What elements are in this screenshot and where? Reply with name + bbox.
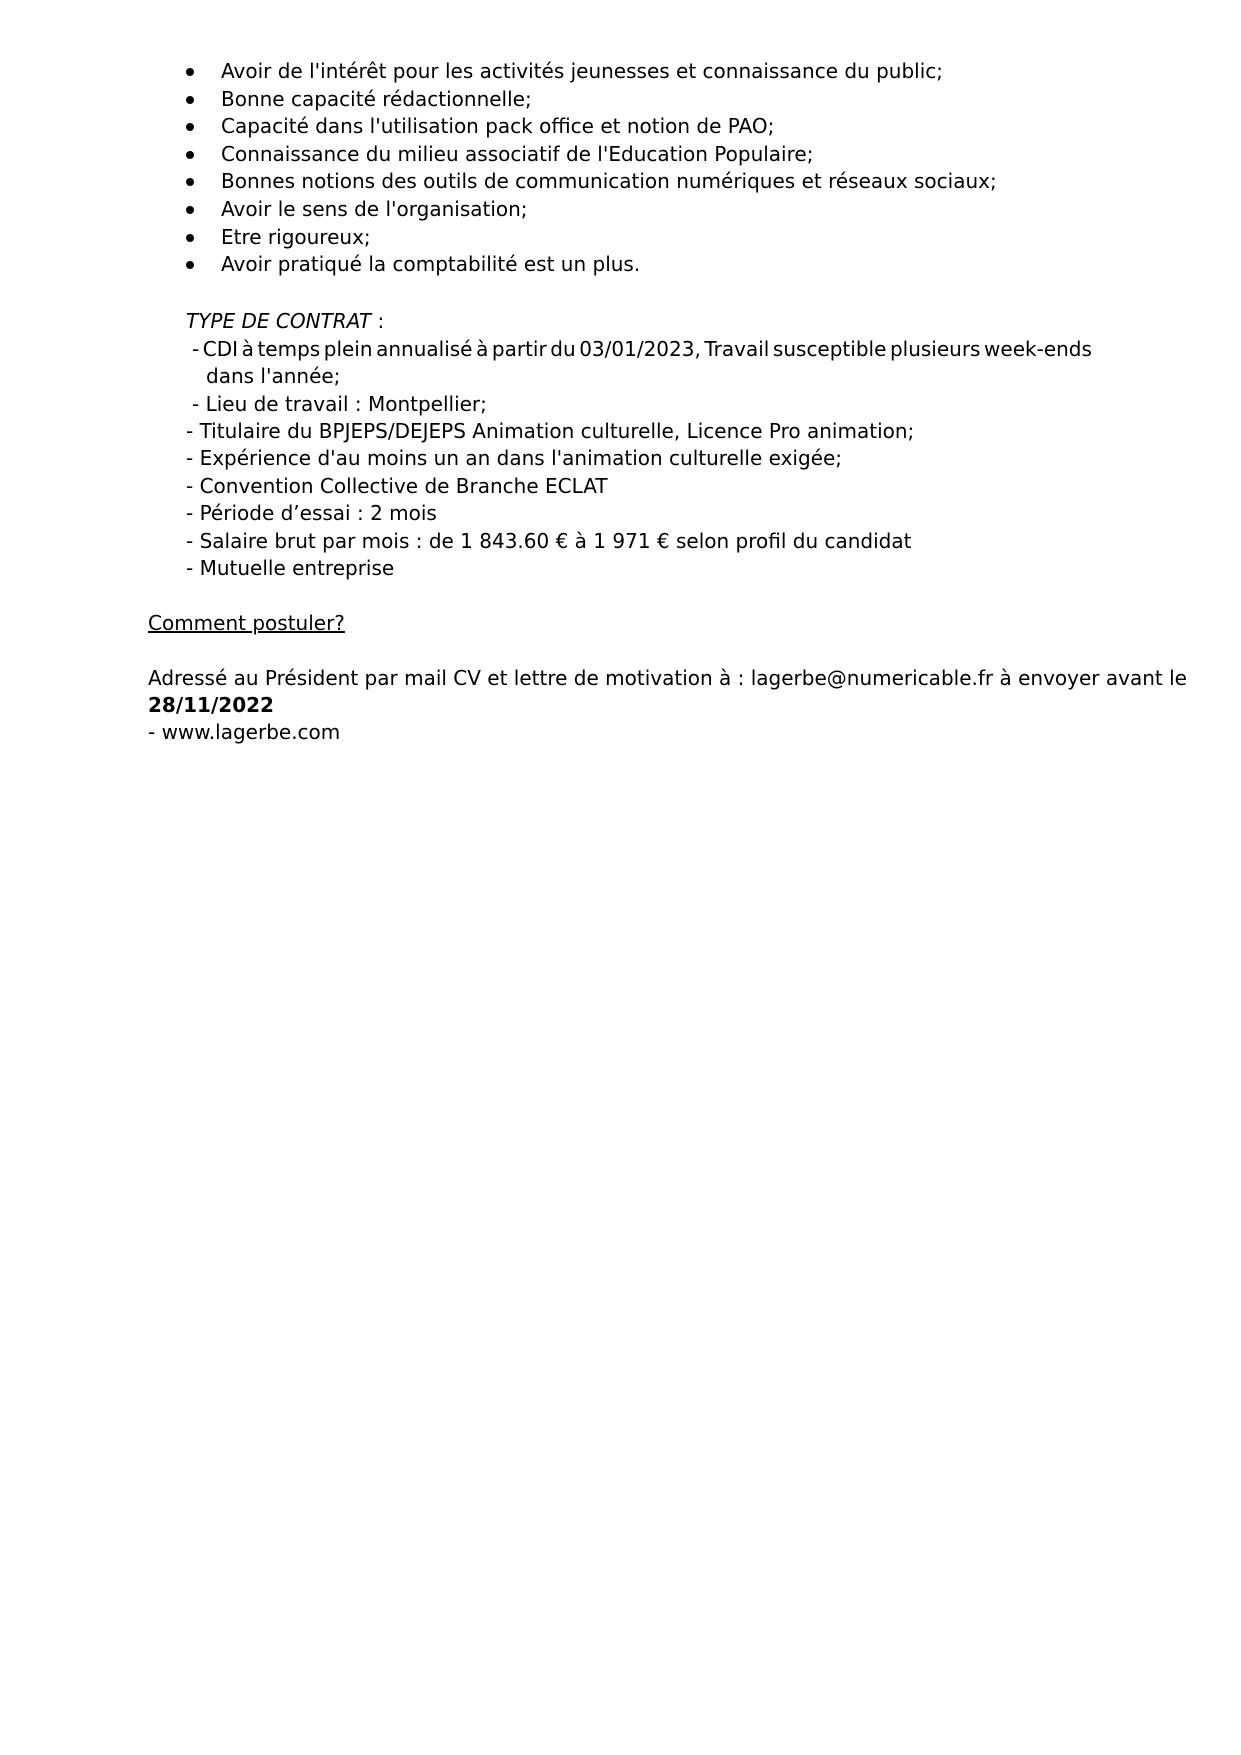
requirement-text: Avoir le sens de l'organisation;: [221, 196, 528, 221]
contract-word: temps: [257, 337, 321, 361]
bullet-icon: [186, 178, 194, 186]
contract-word: susceptible: [772, 337, 887, 361]
list-item: [186, 168, 997, 196]
bullet-icon: [186, 151, 194, 159]
requirement-text: Connaissance du milieu associatif de l'Education Populaire;: [221, 141, 814, 166]
contract-heading: [186, 308, 384, 335]
list-item: [186, 196, 997, 224]
contract-word: plein: [323, 337, 373, 361]
contract-item: - Titulaire du BPJEPS/DEJEPS Animation culturelle, Licence Pro animation;: [186, 419, 915, 443]
contract-word: à: [476, 337, 489, 361]
list-item: [186, 86, 997, 114]
contract-workplace: - Lieu de travail : Montpellier;: [192, 392, 487, 416]
website-link[interactable]: - www.lagerbe.com: [148, 720, 341, 744]
apply-heading: Comment postuler?: [148, 611, 345, 635]
contract-item: - Salaire brut par mois : de 1 843.60 € à 1 971 € selon profil du candidat: [186, 529, 912, 553]
contract-word: annualisé: [376, 337, 473, 361]
bullet-icon: [186, 234, 194, 242]
requirements-list: [186, 58, 997, 279]
bullet-icon: [186, 68, 194, 76]
contract-first-item: [192, 336, 1092, 390]
bullet-icon: [186, 261, 194, 269]
contract-word: du: [550, 337, 576, 361]
contract-first-line-cont: dans l'année;: [206, 364, 341, 388]
apply-text: Adressé au Président par mail CV et lettre de motivation à : lagerbe@numericable.fr à envoyer avant le: [148, 666, 1187, 690]
apply-website[interactable]: [148, 719, 340, 746]
list-item: [186, 141, 997, 169]
contract-word: partir: [491, 337, 547, 361]
requirement-text: Bonne capacité rédactionnelle;: [221, 86, 532, 111]
requirement-text: Capacité dans l'utilisation pack office et notion de PAO;: [221, 114, 775, 139]
bullet-icon: [186, 206, 194, 214]
bullet-icon: [186, 123, 194, 131]
contract-word: -: [192, 337, 200, 361]
contract-heading-label: TYPE DE CONTRAT: [186, 309, 372, 333]
contract-first-line: [192, 336, 1092, 363]
contract-word: week-ends: [984, 337, 1092, 361]
requirement-text: Avoir pratiqué la comptabilité est un plus.: [221, 252, 641, 277]
contract-word: Travail: [704, 337, 770, 361]
list-item: [186, 58, 997, 86]
contract-item: - Mutuelle entreprise: [186, 556, 395, 580]
requirement-text: Bonnes notions des outils de communication numériques et réseaux sociaux;: [221, 169, 997, 194]
contract-item: - Expérience d'au moins un an dans l'animation culturelle exigée;: [186, 446, 843, 470]
list-item: [186, 224, 997, 252]
contract-word: à: [241, 337, 254, 361]
contract-item: - Période d’essai : 2 mois: [186, 501, 437, 525]
list-item: [186, 113, 997, 141]
contract-word: plusieurs: [889, 337, 981, 361]
requirement-text: Avoir de l'intérêt pour les activités jeunesses et connaissance du public;: [221, 59, 944, 83]
contract-word: CDI: [202, 337, 239, 361]
list-item: [186, 251, 997, 279]
apply-deadline: 28/11/2022: [148, 693, 274, 717]
contract-item: - Convention Collective de Branche ECLAT: [186, 474, 608, 498]
bullet-icon: [186, 96, 194, 104]
contract-word: 03/01/2023,: [579, 337, 701, 361]
contract-heading-colon: :: [371, 309, 385, 333]
requirement-text: Etre rigoureux;: [221, 224, 371, 249]
